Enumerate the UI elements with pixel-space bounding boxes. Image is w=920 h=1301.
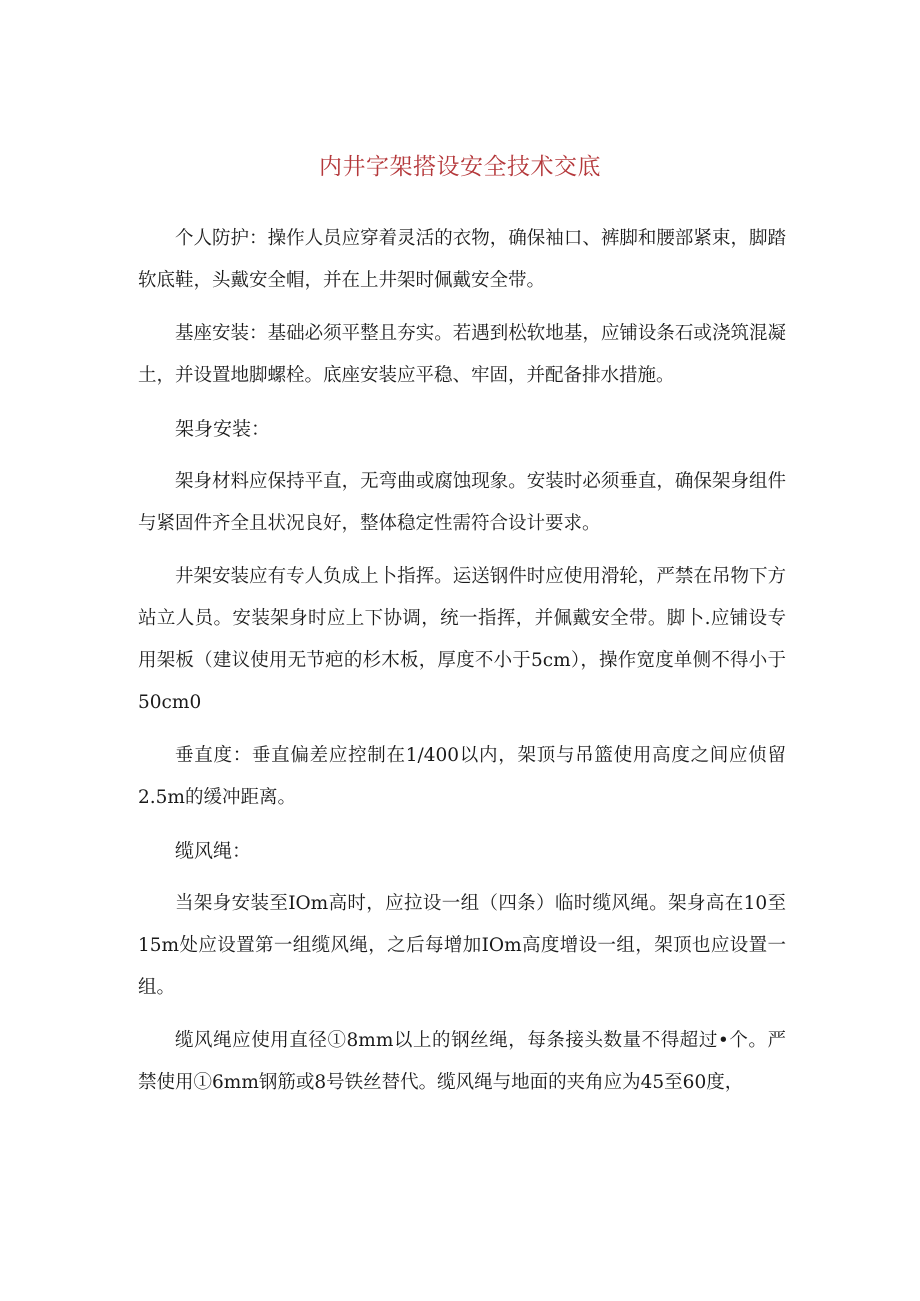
paragraph-personal-protection: 个人防护：操作人员应穿着灵活的衣物，确保袖口、裤脚和腰部紧束，脚踏软底鞋，头戴安全帽，并在上井架时佩戴安全带。 xyxy=(138,228,786,291)
paragraph-derrick-installation: 井架安装应有专人负成上卜指挥。运送钢件时应使用滑轮，严禁在吊物下方站立人员。安装架身时应上下协调，统一指挥，并佩戴安全带。脚卜.应铺设专用架板（建议使用无节疤的杉木板，厚度不小于5cm），操作宽度单侧不得小于50cm0 xyxy=(138,566,786,713)
section-heading-guy-ropes: 缆风绳： xyxy=(175,840,252,862)
paragraph-base-installation: 基座安装：基础必须平整且夯实。若遇到松软地基，应铺设条石或浇筑混凝土，并设置地脚螺栓。底座安装应平稳、牢固，并配备排水措施。 xyxy=(138,323,786,386)
paragraph-guy-rope-material: 缆风绳应使用直径①8mm以上的钢丝绳，每条接头数量不得超过•个。严禁使用①6mm钢筋或8号铁丝替代。缆风绳与地面的夹角应为45至60度， xyxy=(138,1030,786,1093)
document-title: 内井字架搭设安全技术交底 xyxy=(319,154,601,180)
document-body xyxy=(138,218,786,1115)
section-heading-frame-installation: 架身安装： xyxy=(175,418,271,440)
paragraph-verticality: 垂直度：垂直偏差应控制在1/400以内，架顶与吊篮使用高度之间应侦留2.5m的缓冲距离。 xyxy=(138,745,786,808)
paragraph-guy-rope-setup: 当架身安装至IOm高时，应拉设一组（四条）临时缆风绳。架身高在10至15m处应设置第一组缆风绳，之后每增加IOm高度增设一组，架顶也应设置一组。 xyxy=(138,893,786,998)
paragraph-frame-materials: 架身材料应保持平直，无弯曲或腐蚀现象。安装时必须垂直，确保架身组件与紧固件齐全且状况良好，整体稳定性需符合设计要求。 xyxy=(138,471,786,534)
